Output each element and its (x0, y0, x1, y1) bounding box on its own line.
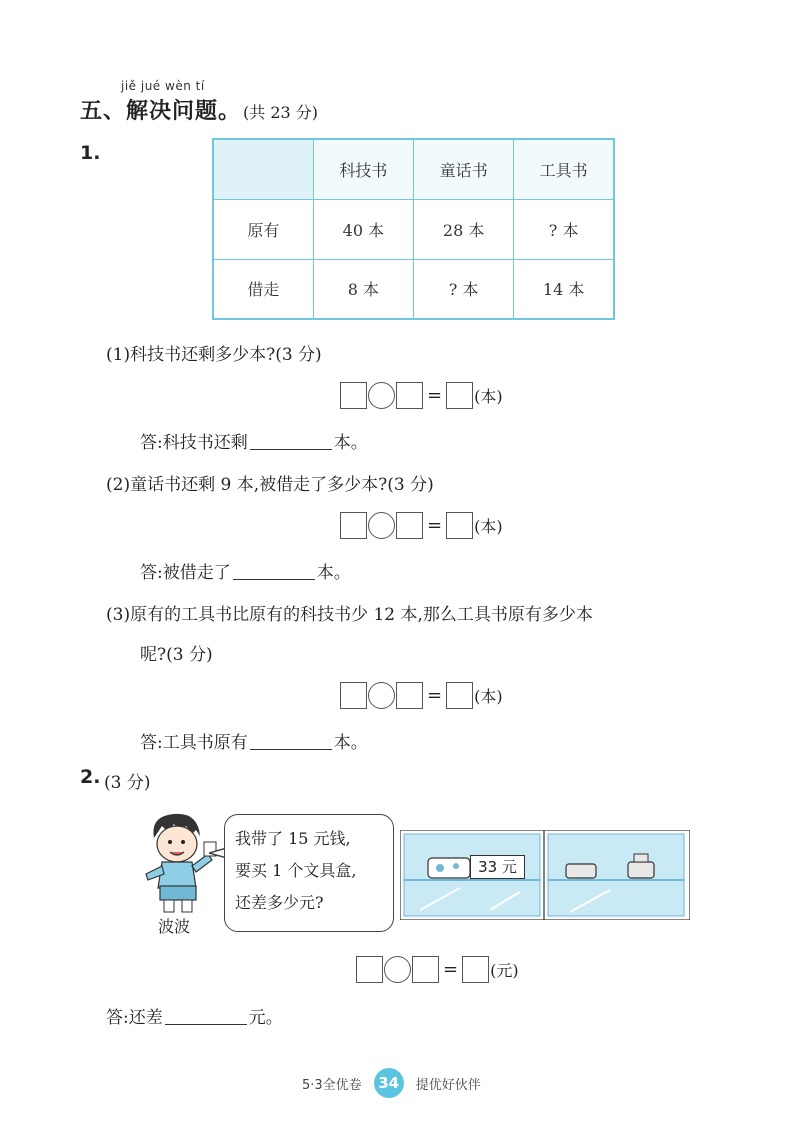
q1-sub1-answer (140, 428, 368, 453)
pencil-box-shape (428, 858, 470, 878)
speech-line: 我带了 15 元钱, (235, 829, 351, 848)
q1-sub2-question: (2)童话书还剩 9 本,被借走了多少本?(3 分) (106, 475, 434, 495)
table-row (213, 199, 614, 259)
pants-shape (160, 886, 196, 900)
answer-box[interactable] (396, 682, 423, 709)
stationery-item-shape (566, 864, 596, 878)
answer-suffix: 本。 (333, 733, 368, 753)
answer-prefix: 答:被借走了 (140, 563, 231, 583)
table-cell: 8 本 (313, 259, 413, 319)
answer-suffix: 元。 (248, 1008, 283, 1028)
table-row-label: 原有 (213, 199, 313, 259)
equation-unit: (本) (474, 517, 503, 536)
q1-sub3-question-line1: (3)原有的工具书比原有的科技书少 12 本,那么工具书原有多少本 (106, 605, 593, 625)
leg-shape (182, 900, 192, 912)
equation-q2 (356, 956, 519, 983)
operator-circle[interactable] (368, 512, 395, 539)
answer-box[interactable] (446, 382, 473, 409)
table-header-cell: 工具书 (514, 139, 614, 199)
table-header-cell: 童话书 (414, 139, 514, 199)
boy-illustration (140, 808, 220, 918)
equals-sign: = (443, 959, 459, 980)
answer-box[interactable] (340, 512, 367, 539)
footer-brand: 5·3全优卷 (302, 1077, 362, 1093)
answer-box[interactable] (396, 512, 423, 539)
answer-suffix: 本。 (316, 563, 351, 583)
footer-slogan: 提优好伙伴 (415, 1077, 481, 1093)
answer-box[interactable] (356, 956, 383, 983)
speech-bubble (224, 814, 394, 932)
section-pinyin: jiě jué wèn tí (121, 79, 205, 93)
page-number-badge: 34 (374, 1068, 404, 1098)
answer-prefix: 答:还差 (106, 1008, 163, 1028)
section-header (80, 94, 318, 125)
face-shape (157, 826, 197, 862)
answer-box[interactable] (340, 682, 367, 709)
q1-sub3-answer (140, 728, 368, 753)
answer-blank[interactable] (165, 1009, 247, 1025)
page-footer (302, 1068, 481, 1098)
q1-sub2-answer (140, 558, 351, 583)
stationery-item-shape (634, 854, 648, 862)
table-cell: ? 本 (514, 199, 614, 259)
answer-prefix: 答:工具书原有 (140, 733, 248, 753)
operator-circle[interactable] (368, 682, 395, 709)
section-title: 五、解决问题。 (80, 99, 242, 124)
q2-number: 2. (80, 766, 101, 788)
table-cell: 14 本 (514, 259, 614, 319)
speech-line: 还差多少元? (235, 893, 324, 912)
q2-score: (3 分) (104, 773, 151, 793)
answer-prefix: 答:科技书还剩 (140, 433, 248, 453)
book-table (212, 138, 615, 320)
table-row-label: 借走 (213, 259, 313, 319)
pencil-box-decoration (436, 864, 444, 872)
table-cell: 28 本 (414, 199, 514, 259)
equation-unit: (本) (474, 387, 503, 406)
stationery-item-shape (628, 862, 654, 878)
answer-box[interactable] (412, 956, 439, 983)
equation-sub3 (340, 682, 503, 709)
answer-box[interactable] (462, 956, 489, 983)
operator-circle[interactable] (384, 956, 411, 983)
price-tag: 33 元 (470, 855, 525, 879)
answer-box[interactable] (446, 512, 473, 539)
equals-sign: = (427, 515, 443, 536)
table-row (213, 259, 614, 319)
operator-circle[interactable] (368, 382, 395, 409)
table-corner-cell (213, 139, 313, 199)
speech-line: 要买 1 个文具盒, (235, 861, 357, 880)
equation-sub2 (340, 512, 503, 539)
equals-sign: = (427, 685, 443, 706)
table-header-cell: 科技书 (313, 139, 413, 199)
shirt-shape (158, 862, 196, 888)
q1-number: 1. (80, 142, 101, 164)
equation-sub1 (340, 382, 503, 409)
answer-box[interactable] (396, 382, 423, 409)
answer-box[interactable] (340, 382, 367, 409)
leg-shape (164, 900, 174, 912)
eye-shape (181, 840, 185, 844)
q1-sub1-question: (1)科技书还剩多少本?(3 分) (106, 345, 322, 365)
display-cabinet-illustration (400, 830, 690, 920)
answer-blank[interactable] (233, 564, 315, 580)
answer-suffix: 本。 (333, 433, 368, 453)
q1-sub3-question-line2: 呢?(3 分) (140, 645, 213, 665)
table-cell: 40 本 (313, 199, 413, 259)
answer-blank[interactable] (250, 734, 332, 750)
table-cell: ? 本 (414, 259, 514, 319)
table-header-row (213, 139, 614, 199)
answer-box[interactable] (446, 682, 473, 709)
equation-unit: (元) (490, 961, 519, 980)
pencil-box-decoration (453, 863, 459, 869)
character-name: 波波 (158, 917, 191, 936)
eye-shape (168, 840, 172, 844)
answer-blank[interactable] (250, 434, 332, 450)
equation-unit: (本) (474, 687, 503, 706)
q2-answer (106, 1003, 283, 1028)
equals-sign: = (427, 385, 443, 406)
section-score: (共 23 分) (243, 103, 319, 122)
